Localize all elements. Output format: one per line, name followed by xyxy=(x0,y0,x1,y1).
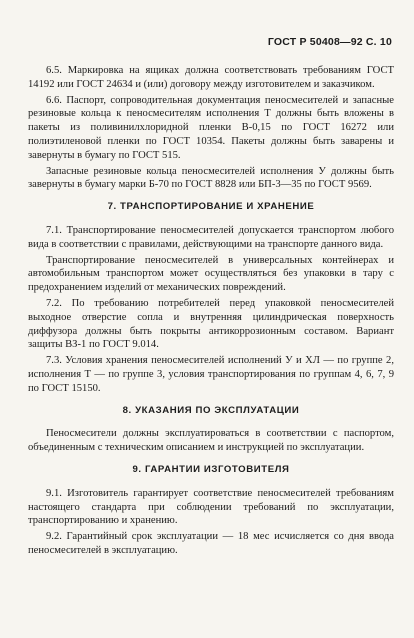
section-heading-7: 7. ТРАНСПОРТИРОВАНИЕ И ХРАНЕНИЕ xyxy=(107,201,315,213)
section-heading-9: 9. ГАРАНТИИ ИЗГОТОВИТЕЛЯ xyxy=(132,463,290,475)
paragraph-6-5: 6.5. Маркировка на ящиках должна соответствовать требованиям ГОСТ 14192 или ГОСТ 24634 и (или) договору между изготовителем и заказчиком. xyxy=(28,65,394,90)
running-header: ГОСТ Р 50408—92 С. 10 xyxy=(267,36,392,48)
paragraph-7-2: 7.2. По требованию потребителей перед упаковкой пеносмесителей выходное отверстие сопла и внутренняя цилиндрическая поверхность диффузора должны быть покрыты антикоррозионным составом. Вариант защиты ВЗ-1 по ГОСТ 9.014. xyxy=(28,297,394,351)
paragraph-6-6: 6.6. Паспорт, сопроводительная документация пеносмесителей и запасные резиновые кольца к пеносмесителям исполнения Т должны быть вложены в пакеты из поливинилхлоридной пленки В-0,15 по ГОСТ 16272 или полиэтиленовой пленки по ГОСТ 10354. Пакеты должны быть заварены и завернуты в бумагу по ГОСТ 515. xyxy=(28,94,394,161)
section-heading-8: 8. УКАЗАНИЯ ПО ЭКСПЛУАТАЦИИ xyxy=(122,404,300,416)
document-body xyxy=(28,64,394,558)
paragraph-9-2: 9.2. Гарантийный срок эксплуатации — 18 мес исчисляется со дня ввода пеносмесителей в эксплуатацию. xyxy=(28,531,394,556)
paragraph-7-1: 7.1. Транспортирование пеносмесителей допускается транспортом любого вида в соответствии с правилами, действующими на транспорте данного вида. xyxy=(28,224,394,250)
paragraph-spare-rings: Запасные резиновые кольца пеносмесителей исполнения У должны быть завернуты в бумагу марки Б-70 по ГОСТ 8828 или БП-3—35 по ГОСТ 9569. xyxy=(28,165,394,191)
paragraph-9-1: 9.1. Изготовитель гарантирует соответствие пеносмесителей требованиям настоящего стандарта при соблюдении требований по эксплуатации, транспортированию и хранению. xyxy=(28,487,394,527)
paragraph-container-transport: Транспортирование пеносмесителей в универсальных контейнерах и автомобильным транспортом может осуществляться без упаковки в тару с предохранением изделий от механических повреждений. xyxy=(28,254,394,294)
paragraph-7-3: 7.3. Условия хранения пеносмесителей исполнений У и ХЛ — по группе 2, исполнения Т — по группе 3, условия транспортирования по группам 4, 6, 7, 9 по ГОСТ 15150. xyxy=(28,355,394,394)
paragraph-operation: Пеносмесители должны эксплуатироваться в соответствии с паспортом, объединенным с техническим описанием и инструкцией по эксплуатации. xyxy=(28,428,394,454)
